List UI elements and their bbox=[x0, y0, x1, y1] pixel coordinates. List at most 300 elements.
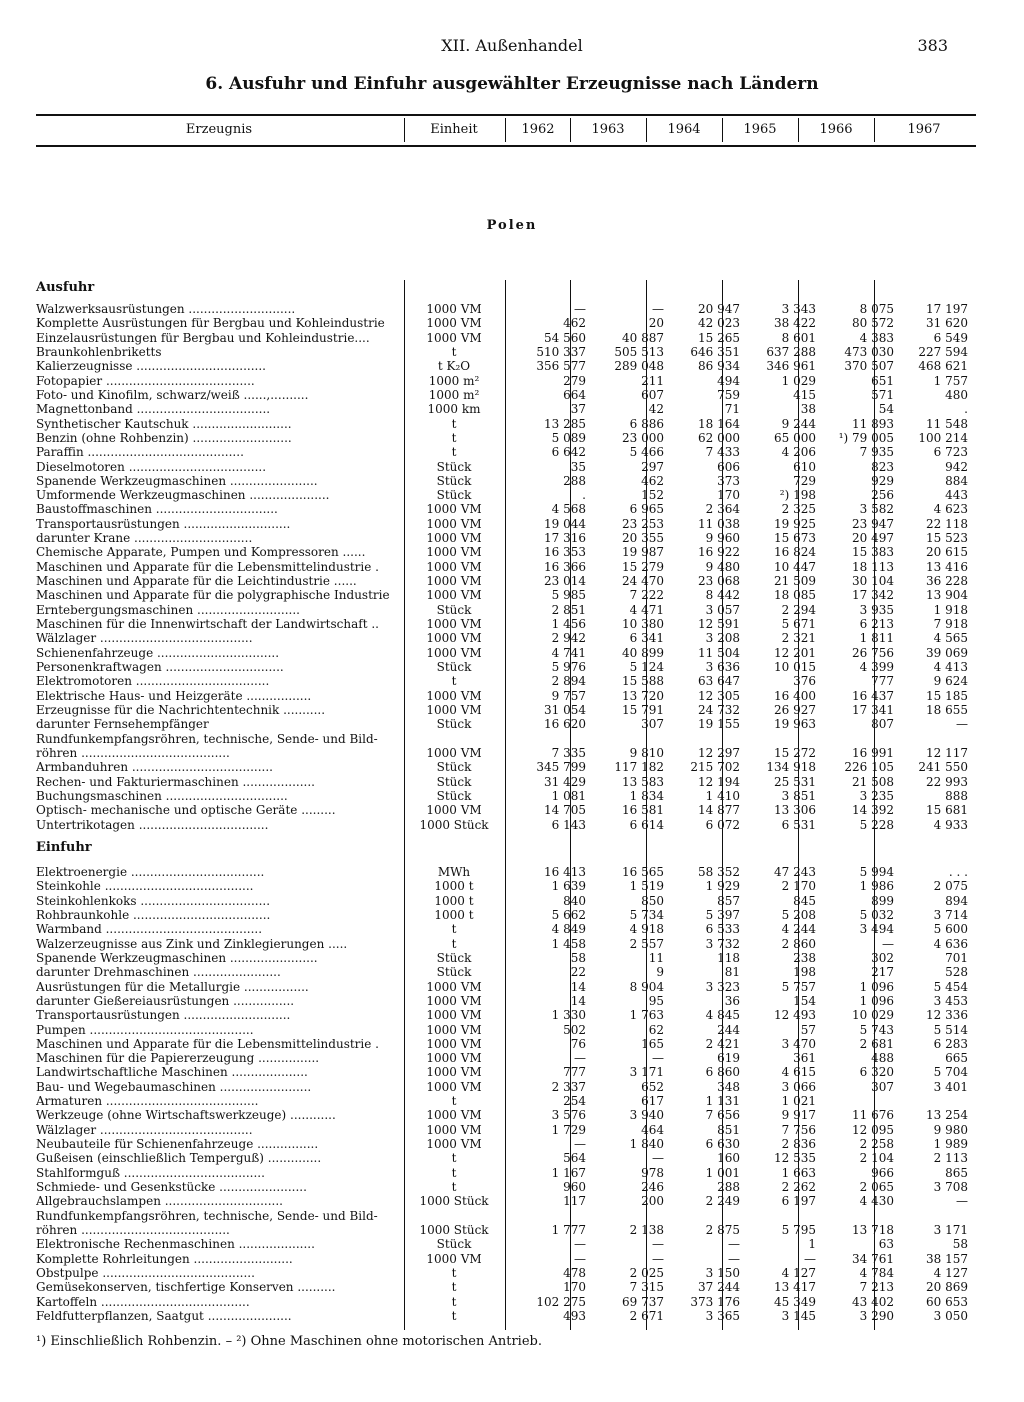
table-row bbox=[36, 417, 976, 431]
row-value: 1 989 bbox=[933, 1137, 968, 1151]
row-value: 5 124 bbox=[629, 660, 664, 674]
row-value: 297 bbox=[641, 460, 664, 474]
table-row bbox=[36, 789, 976, 803]
header-product: Erzeugnis bbox=[185, 122, 253, 137]
row-value: 851 bbox=[717, 1123, 740, 1137]
row-value: 2 262 bbox=[781, 1180, 816, 1194]
row-value: 3 057 bbox=[705, 603, 740, 617]
row-value: 468 621 bbox=[918, 359, 968, 373]
row-value: 1 096 bbox=[859, 980, 894, 994]
row-unit: 1000 VM bbox=[426, 1108, 482, 1122]
row-value: 45 349 bbox=[774, 1295, 816, 1309]
row-value: 3 050 bbox=[933, 1309, 968, 1323]
row-value: 3 940 bbox=[629, 1108, 664, 1122]
row-value: 40 899 bbox=[622, 646, 664, 660]
row-value: 5 032 bbox=[859, 908, 894, 922]
table-row bbox=[36, 1108, 976, 1122]
table-row bbox=[36, 517, 976, 531]
table-row bbox=[36, 922, 976, 936]
row-value: 5 671 bbox=[781, 617, 816, 631]
row-value: 942 bbox=[945, 460, 968, 474]
row-product-name: Elektrische Haus- und Heizgeräte ................. bbox=[36, 689, 312, 703]
row-value: 5 662 bbox=[551, 908, 586, 922]
row-product-name: Maschinen und Apparate für die Lebensmittelindustrie . bbox=[36, 1037, 379, 1051]
row-product-name: Elektromotoren ................................... bbox=[36, 674, 270, 688]
row-value: 69 737 bbox=[622, 1295, 664, 1309]
row-value: 5 089 bbox=[551, 431, 586, 445]
row-value: 15 383 bbox=[852, 545, 894, 559]
row-value: 4 430 bbox=[859, 1194, 894, 1208]
row-product-name: Synthetischer Kautschuk .......................... bbox=[36, 417, 292, 431]
row-value: 16 922 bbox=[698, 545, 740, 559]
row-value: — bbox=[804, 1252, 816, 1266]
row-unit: 1000 VM bbox=[426, 316, 482, 330]
row-value: 2 294 bbox=[781, 603, 816, 617]
row-value: 62 bbox=[648, 1023, 664, 1037]
row-value: 807 bbox=[871, 717, 894, 731]
row-value: 5 704 bbox=[933, 1065, 968, 1079]
row-value: 24 732 bbox=[698, 703, 740, 717]
row-value: 6 614 bbox=[629, 818, 664, 832]
row-value: 9 624 bbox=[933, 674, 968, 688]
row-value: 17 197 bbox=[926, 302, 968, 316]
row-value: 606 bbox=[717, 460, 740, 474]
row-value: ¹) 79 005 bbox=[838, 431, 894, 445]
row-value: 6 531 bbox=[781, 818, 816, 832]
row-value: 701 bbox=[945, 951, 968, 965]
row-value: 23 253 bbox=[622, 517, 664, 531]
row-value: 58 bbox=[952, 1237, 968, 1251]
row-value: 4 127 bbox=[781, 1266, 816, 1280]
row-value: 845 bbox=[793, 894, 816, 908]
row-value: 7 433 bbox=[705, 445, 740, 459]
row-value: 18 164 bbox=[698, 417, 740, 431]
table-row bbox=[36, 951, 976, 965]
row-unit: t bbox=[451, 1280, 457, 1294]
row-value: 1 029 bbox=[781, 374, 816, 388]
row-value: 1 021 bbox=[781, 1094, 816, 1108]
row-value: 62 000 bbox=[698, 431, 740, 445]
row-product-name: Maschinen für die Papiererzeugung ................ bbox=[36, 1051, 320, 1065]
row-value: 2 942 bbox=[551, 631, 586, 645]
row-value: 1 519 bbox=[629, 879, 664, 893]
row-value: — bbox=[574, 1252, 586, 1266]
row-value: 3 708 bbox=[933, 1180, 968, 1194]
row-value: 54 560 bbox=[544, 331, 586, 345]
row-unit: Stück bbox=[436, 760, 472, 774]
row-value: 7 756 bbox=[781, 1123, 816, 1137]
row-product-name: Rundfunkempfangsröhren, technische, Sende- und Bild- bbox=[36, 1209, 378, 1223]
header-bottom-rule bbox=[36, 145, 976, 147]
table-row bbox=[36, 502, 976, 516]
row-value: 10 029 bbox=[852, 1008, 894, 1022]
row-value: 39 069 bbox=[926, 646, 968, 660]
row-value: ²) 198 bbox=[779, 488, 816, 502]
row-value: 3 935 bbox=[859, 603, 894, 617]
row-product-name: Maschinen für die Innenwirtschaft der Landwirtschaft .. bbox=[36, 617, 379, 631]
row-value: 759 bbox=[717, 388, 740, 402]
row-value: 473 030 bbox=[844, 345, 894, 359]
row-value: 6 723 bbox=[933, 445, 968, 459]
row-value: 31 620 bbox=[926, 316, 968, 330]
row-value: 4 568 bbox=[551, 502, 586, 516]
row-product-name: Paraffin ......................................... bbox=[36, 445, 244, 459]
row-product-name: Stahlformguß ..................................... bbox=[36, 1166, 265, 1180]
row-unit: Stück bbox=[436, 660, 472, 674]
row-value: 23 068 bbox=[698, 574, 740, 588]
row-value: 37 bbox=[570, 402, 586, 416]
row-value: 443 bbox=[945, 488, 968, 502]
row-value: 3 453 bbox=[933, 994, 968, 1008]
row-value: 3 365 bbox=[705, 1309, 740, 1323]
row-value: 3 235 bbox=[859, 789, 894, 803]
header-year: 1962 bbox=[521, 122, 555, 137]
row-unit: 1000 VM bbox=[426, 1051, 482, 1065]
row-value: — bbox=[728, 1237, 740, 1251]
row-value: 373 176 bbox=[690, 1295, 740, 1309]
row-value: 9 757 bbox=[551, 689, 586, 703]
row-value: 18 655 bbox=[926, 703, 968, 717]
row-value: 8 601 bbox=[781, 331, 816, 345]
row-unit: t bbox=[451, 1266, 457, 1280]
row-value: 3 171 bbox=[629, 1065, 664, 1079]
table-row bbox=[36, 937, 976, 951]
row-unit: t bbox=[451, 345, 457, 359]
row-product-name: Kartoffeln ....................................... bbox=[36, 1295, 250, 1309]
row-value: 2 138 bbox=[629, 1223, 664, 1237]
row-value: 16 620 bbox=[544, 717, 586, 731]
row-value: 2 836 bbox=[781, 1137, 816, 1151]
row-value: 226 105 bbox=[844, 760, 894, 774]
table-row bbox=[36, 1037, 976, 1051]
row-value: 3 851 bbox=[781, 789, 816, 803]
row-unit: t bbox=[451, 937, 457, 951]
table-row bbox=[36, 1151, 976, 1165]
table-row bbox=[36, 1180, 976, 1194]
row-value: 9 244 bbox=[781, 417, 816, 431]
table-row bbox=[36, 1123, 976, 1137]
table-row bbox=[36, 1209, 976, 1223]
table-row bbox=[36, 646, 976, 660]
row-value: 38 bbox=[800, 402, 816, 416]
row-product-name: Dieselmotoren .................................... bbox=[36, 460, 267, 474]
row-product-name: röhren ....................................... bbox=[36, 1223, 230, 1237]
table-row bbox=[36, 460, 976, 474]
row-value: 478 bbox=[563, 1266, 586, 1280]
row-value: 7 213 bbox=[859, 1280, 894, 1294]
row-value: 3 470 bbox=[781, 1037, 816, 1051]
row-value: 2 851 bbox=[551, 603, 586, 617]
row-product-name: darunter Krane ............................... bbox=[36, 531, 253, 545]
row-value: 12 117 bbox=[926, 746, 968, 760]
table-row bbox=[36, 775, 976, 789]
row-value: 6 642 bbox=[551, 445, 586, 459]
row-value: 4 565 bbox=[933, 631, 968, 645]
table-row bbox=[36, 760, 976, 774]
row-value: 7 335 bbox=[551, 746, 586, 760]
row-value: 5 600 bbox=[933, 922, 968, 936]
row-value: . bbox=[582, 488, 586, 502]
row-unit: t bbox=[451, 922, 457, 936]
row-unit: 1000 t bbox=[434, 908, 474, 922]
row-product-name: Untertrikotagen .................................. bbox=[36, 818, 269, 832]
row-unit: 1000 VM bbox=[426, 1065, 482, 1079]
row-unit: t K₂O bbox=[437, 359, 471, 373]
table-title: 6. Ausfuhr und Einfuhr ausgewählter Erzeugnisse nach Ländern bbox=[205, 74, 819, 94]
row-value: 31 054 bbox=[544, 703, 586, 717]
row-unit: MWh bbox=[437, 865, 471, 879]
row-value: 1 986 bbox=[859, 879, 894, 893]
row-value: 3 066 bbox=[781, 1080, 816, 1094]
table-row bbox=[36, 965, 976, 979]
row-product-name: Rundfunkempfangsröhren, technische, Sende- und Bild- bbox=[36, 732, 378, 746]
row-value: 22 993 bbox=[926, 775, 968, 789]
row-value: 4 399 bbox=[859, 660, 894, 674]
row-value: 6 072 bbox=[705, 818, 740, 832]
row-unit: 1000 VM bbox=[426, 1023, 482, 1037]
table-row bbox=[36, 574, 976, 588]
row-value: 12 336 bbox=[926, 1008, 968, 1022]
row-product-name: Ausrüstungen für die Metallurgie ................. bbox=[36, 980, 309, 994]
row-value: 7 935 bbox=[859, 445, 894, 459]
row-value: 2 075 bbox=[933, 879, 968, 893]
row-value: 637 288 bbox=[766, 345, 816, 359]
row-value: 20 355 bbox=[622, 531, 664, 545]
row-value: 20 947 bbox=[698, 302, 740, 316]
row-unit: t bbox=[451, 431, 457, 445]
row-value: 19 963 bbox=[774, 717, 816, 731]
row-product-name: Feldfutterpflanzen, Saatgut ...................... bbox=[36, 1309, 292, 1323]
row-value: — bbox=[574, 1237, 586, 1251]
row-value: 617 bbox=[641, 1094, 664, 1108]
row-value: 1 840 bbox=[629, 1137, 664, 1151]
row-value: 5 994 bbox=[859, 865, 894, 879]
row-value: 289 048 bbox=[614, 359, 664, 373]
row-value: — bbox=[652, 302, 664, 316]
row-value: 528 bbox=[945, 965, 968, 979]
row-value: 2 894 bbox=[551, 674, 586, 688]
row-value: 346 961 bbox=[766, 359, 816, 373]
row-value: 3 636 bbox=[705, 660, 740, 674]
row-value: 5 734 bbox=[629, 908, 664, 922]
row-unit: 1000 Stück bbox=[419, 1194, 489, 1208]
row-value: 38 157 bbox=[926, 1252, 968, 1266]
row-product-name: Chemische Apparate, Pumpen und Kompressoren ...... bbox=[36, 545, 366, 559]
row-value: 22 bbox=[570, 965, 586, 979]
row-value: 415 bbox=[793, 388, 816, 402]
row-value: 2 860 bbox=[781, 937, 816, 951]
row-value: 38 422 bbox=[774, 316, 816, 330]
row-value: 16 353 bbox=[544, 545, 586, 559]
row-value: 20 615 bbox=[926, 545, 968, 559]
row-unit: 1000 VM bbox=[426, 631, 482, 645]
row-value: 1 757 bbox=[933, 374, 968, 388]
row-unit: 1000 VM bbox=[426, 1080, 482, 1094]
row-product-name: Einzelausrüstungen für Bergbau und Kohleindustrie.... bbox=[36, 331, 370, 345]
row-value: — bbox=[652, 1252, 664, 1266]
row-value: 80 572 bbox=[852, 316, 894, 330]
row-value: 198 bbox=[793, 965, 816, 979]
row-value: 899 bbox=[871, 894, 894, 908]
row-value: 3 494 bbox=[859, 922, 894, 936]
row-value: 307 bbox=[871, 1080, 894, 1094]
row-value: 17 316 bbox=[544, 531, 586, 545]
row-unit: 1000 VM bbox=[426, 689, 482, 703]
row-value: 5 743 bbox=[859, 1023, 894, 1037]
table-row bbox=[36, 717, 976, 731]
row-value: 16 581 bbox=[622, 803, 664, 817]
row-product-name: Umformende Werkzeugmaschinen ..................... bbox=[36, 488, 330, 502]
row-value: 37 244 bbox=[698, 1280, 740, 1294]
row-product-name: Steinkohle ....................................... bbox=[36, 879, 254, 893]
header-year: 1966 bbox=[819, 122, 853, 137]
table-row bbox=[36, 1309, 976, 1323]
row-value: 823 bbox=[871, 460, 894, 474]
row-value: — bbox=[956, 1194, 968, 1208]
section-label: Ausfuhr bbox=[36, 280, 95, 295]
row-value: 1 167 bbox=[551, 1166, 586, 1180]
table-row bbox=[36, 431, 976, 445]
row-value: 40 887 bbox=[622, 331, 664, 345]
row-value: 1 bbox=[808, 1237, 816, 1251]
header-column-rule bbox=[798, 118, 799, 142]
row-value: 7 918 bbox=[933, 617, 968, 631]
row-value: 3 145 bbox=[781, 1309, 816, 1323]
row-unit: 1000 VM bbox=[426, 1252, 482, 1266]
row-value: 5 514 bbox=[933, 1023, 968, 1037]
row-value: 3 343 bbox=[781, 302, 816, 316]
table-row bbox=[36, 1094, 976, 1108]
row-value: 211 bbox=[641, 374, 664, 388]
row-value: 18 085 bbox=[774, 588, 816, 602]
table-row bbox=[36, 1166, 976, 1180]
row-unit: 1000 VM bbox=[426, 302, 482, 316]
row-value: 25 531 bbox=[774, 775, 816, 789]
row-product-name: Armbanduhren ..................................... bbox=[36, 760, 273, 774]
row-unit: Stück bbox=[436, 1237, 472, 1251]
row-value: 11 548 bbox=[926, 417, 968, 431]
table-row bbox=[36, 345, 976, 359]
table-row bbox=[36, 1194, 976, 1208]
table-row bbox=[36, 402, 976, 416]
row-value: 6 549 bbox=[933, 331, 968, 345]
row-unit: t bbox=[451, 674, 457, 688]
row-value: 1 811 bbox=[859, 631, 894, 645]
row-value: 13 254 bbox=[926, 1108, 968, 1122]
row-value: 16 824 bbox=[774, 545, 816, 559]
table-row bbox=[36, 531, 976, 545]
header-column-rule bbox=[646, 118, 647, 142]
row-value: 58 bbox=[570, 951, 586, 965]
row-value: 3 323 bbox=[705, 980, 740, 994]
row-value: 356 577 bbox=[536, 359, 586, 373]
row-value: 2 249 bbox=[705, 1194, 740, 1208]
row-value: 20 497 bbox=[852, 531, 894, 545]
row-value: — bbox=[574, 302, 586, 316]
row-value: 1 777 bbox=[551, 1223, 586, 1237]
row-value: 26 927 bbox=[774, 703, 816, 717]
row-value: 664 bbox=[563, 388, 586, 402]
row-value: 4 206 bbox=[781, 445, 816, 459]
row-product-name: Transportausrüstungen ............................ bbox=[36, 1008, 291, 1022]
row-unit: Stück bbox=[436, 460, 472, 474]
table-row bbox=[36, 1223, 976, 1237]
row-value: 1 663 bbox=[781, 1166, 816, 1180]
row-value: 16 366 bbox=[544, 560, 586, 574]
table-row bbox=[36, 746, 976, 760]
row-value: 2 325 bbox=[781, 502, 816, 516]
row-product-name: Walzwerksausrüstungen ............................ bbox=[36, 302, 296, 316]
row-value: 607 bbox=[641, 388, 664, 402]
row-value: 60 653 bbox=[926, 1295, 968, 1309]
row-product-name: Gußeisen (einschließlich Temperguß) .............. bbox=[36, 1151, 322, 1165]
row-value: 464 bbox=[641, 1123, 664, 1137]
row-product-name: Benzin (ohne Rohbenzin) .......................... bbox=[36, 431, 292, 445]
row-value: 30 104 bbox=[852, 574, 894, 588]
row-value: 16 991 bbox=[852, 746, 894, 760]
row-value: 15 185 bbox=[926, 689, 968, 703]
row-product-name: röhren ....................................... bbox=[36, 746, 230, 760]
row-value: 850 bbox=[641, 894, 664, 908]
table-row bbox=[36, 703, 976, 717]
row-value: 2 337 bbox=[551, 1080, 586, 1094]
table-row bbox=[36, 879, 976, 893]
table-row bbox=[36, 1008, 976, 1022]
row-product-name: Kalierzeugnisse .................................. bbox=[36, 359, 266, 373]
section-label: Einfuhr bbox=[36, 840, 92, 855]
row-value: 15 791 bbox=[622, 703, 664, 717]
row-value: 15 681 bbox=[926, 803, 968, 817]
row-product-name: Obstpulpe ........................................ bbox=[36, 1266, 255, 1280]
row-value: 462 bbox=[563, 316, 586, 330]
row-value: 5 397 bbox=[705, 908, 740, 922]
table-row bbox=[36, 445, 976, 459]
header-year: 1964 bbox=[667, 122, 701, 137]
table-row bbox=[36, 689, 976, 703]
row-product-name: Maschinen und Apparate für die Lebensmittelindustrie . bbox=[36, 560, 379, 574]
row-value: 17 341 bbox=[852, 703, 894, 717]
row-value: 35 bbox=[570, 460, 586, 474]
row-product-name: Rohbraunkohle .................................... bbox=[36, 908, 271, 922]
table-row bbox=[36, 865, 976, 879]
row-value: 86 934 bbox=[698, 359, 740, 373]
row-value: 494 bbox=[717, 374, 740, 388]
row-value: 3 290 bbox=[859, 1309, 894, 1323]
row-value: 102 275 bbox=[536, 1295, 586, 1309]
row-value: 42 bbox=[648, 402, 664, 416]
row-value: 20 bbox=[648, 316, 664, 330]
row-product-name: Werkzeuge (ohne Wirtschaftswerkzeuge) ............ bbox=[36, 1108, 336, 1122]
row-value: 4 244 bbox=[781, 922, 816, 936]
row-product-name: Elektroenergie ................................... bbox=[36, 865, 265, 879]
row-product-name: Allgebrauchslampen ............................... bbox=[36, 1194, 283, 1208]
row-value: 5 757 bbox=[781, 980, 816, 994]
row-value: 34 761 bbox=[852, 1252, 894, 1266]
row-value: 505 513 bbox=[614, 345, 664, 359]
row-value: 4 623 bbox=[933, 502, 968, 516]
row-value: 2 170 bbox=[781, 879, 816, 893]
row-value: 42 023 bbox=[698, 316, 740, 330]
row-value: 21 509 bbox=[774, 574, 816, 588]
row-value: — bbox=[574, 1137, 586, 1151]
row-value: 6 320 bbox=[859, 1065, 894, 1079]
header-column-rule bbox=[505, 118, 506, 142]
row-value: 619 bbox=[717, 1051, 740, 1065]
row-unit: t bbox=[451, 1151, 457, 1165]
row-value: 14 877 bbox=[698, 803, 740, 817]
row-value: 21 508 bbox=[852, 775, 894, 789]
table-row bbox=[36, 908, 976, 922]
